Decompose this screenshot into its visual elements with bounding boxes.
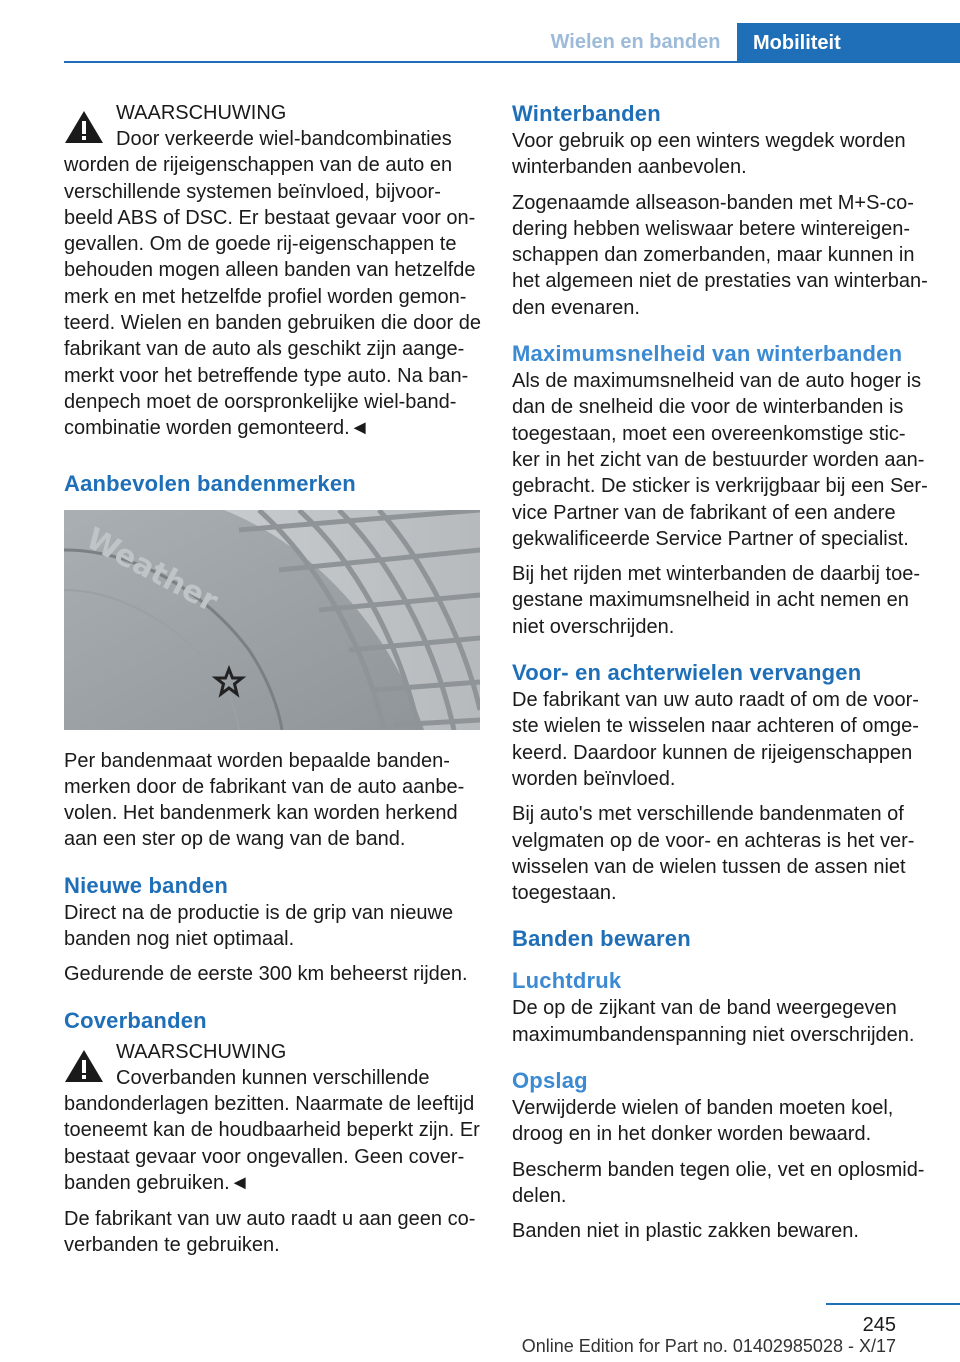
swap-text-2: Bij auto's met verschillende bandenmaten of velgmaten op de voor- en achteras is het ver-wisselen van de wielen tussen de assen niet toegestaan. — [512, 803, 915, 905]
winter-text-2: Zogenaamde allseason-banden met M+S-co-dering hebben weliswaar betere wintereigen-schappen dan zomerbanden, maar kunnen in het algemeen niet de prestaties van winterban-den evenaren. — [512, 191, 928, 319]
warning-triangle-icon — [64, 110, 104, 144]
heading-new-tires: Nieuwe banden — [64, 872, 228, 898]
heading-swap-wheels: Voor- en achterwielen vervangen — [512, 660, 862, 686]
page-number-rule — [826, 1303, 960, 1305]
heading-tire-pressure: Luchtdruk — [512, 968, 622, 994]
warning-title: WAARSCHUWING — [116, 1040, 287, 1063]
winter-text-1: Voor gebruik op een winters wegdek worden winterbanden aanbevolen. — [512, 130, 906, 179]
max-speed-text-2: Bij het rijden met winterbanden de daarbij toe-gestane maximumsnelheid in acht nemen en niet overschrijden. — [512, 563, 921, 638]
heading-store-tires: Banden bewaren — [512, 926, 691, 952]
right-column — [512, 100, 928, 1254]
swap-text-1: De fabrikant van uw auto raadt of om de voor-ste wielen te wisselen naar achteren of omge-keerd. Daardoor kunnen de rijeigenschappen worden beïnvloed. — [512, 689, 919, 790]
warning-triangle-icon — [64, 1049, 104, 1083]
warning-block-wheel-combos — [64, 100, 482, 442]
header-chapter-tab: Mobiliteit — [737, 23, 960, 63]
max-speed-text-1: Als de maximumsnelheid van de auto hoger is dan de snelheid die voor de winterbanden is toegestaan, moet een overeenkomstige stic-ker in het zicht van de bestuurder worden aan-gebracht. De sticker is verkrijgbaar bij een Ser-vice Partner van de fabrikant of een andere gekwalificeerde Service Partner of specialist. — [512, 370, 928, 550]
warning-block-cover-tires — [64, 1039, 482, 1196]
heading-winter-tires: Winterbanden — [512, 101, 661, 126]
tire-pressure-text: De op de zijkant van de band weergegeven maximumbandenspanning niet overschrijden. — [512, 997, 915, 1046]
tire-star-marking-image — [64, 510, 480, 730]
header-rule — [64, 61, 960, 63]
new-tires-text-2: Gedurende de eerste 300 km beheerst rijden. — [64, 963, 468, 986]
header-section-tab: Wielen en banden — [550, 31, 721, 53]
left-column — [64, 100, 482, 1268]
storage-text-1: Verwijderde wielen of banden moeten koel, droog en in het donker worden bewaard. — [512, 1097, 894, 1146]
warning-title: WAARSCHUWING — [116, 102, 287, 124]
sidewall-text: Weather — [80, 520, 224, 619]
warning-text: Door verkeerde wiel-bandcombinaties worden de rijeigenschappen van de auto en verschillende systemen beïnvloed, bijvoor-beeld ABS of DSC. Er bestaat gevaar voor on-gevallen. Om de goede rij-eigenschappen te behouden mogen alleen banden van hetzelfde merk en met hetzelfde profiel worden gemon-teerd. Wielen en banden gebruiken die door de fabrikant van de auto als geschikt zijn aange-merkt voor het betreffende type auto. Na ban-denpech moet de oorspronkelijke wiel-band-combinatie worden gemonteerd.◄ — [64, 128, 481, 440]
warning-text: Coverbanden kunnen verschillende bandonderlagen bezitten. Naarmate de leeftijd toeneemt kan de houdbaarheid beperkt zijn. Er bestaat gevaar voor ongevallen. Geen cover-banden gebruiken.◄ — [64, 1066, 480, 1194]
heading-recommended-brands: Aanbevolen bandenmerken — [64, 470, 356, 496]
new-tires-text-1: Direct na de productie is de grip van nieuwe banden nog niet optimaal. — [64, 901, 454, 951]
heading-storage: Opslag — [512, 1068, 588, 1094]
storage-text-2: Bescherm banden tegen olie, vet en oplosmid-delen. — [512, 1158, 925, 1207]
cover-tires-text: De fabrikant van uw auto raadt u aan geen co-verbanden te gebruiken. — [64, 1208, 476, 1257]
page-number: 245 — [862, 1314, 896, 1336]
heading-cover-tires: Coverbanden — [64, 1007, 207, 1033]
edition-footer: Online Edition for Part no. 01402985028 - X/17 — [521, 1336, 896, 1356]
storage-text-3: Banden niet in plastic zakken bewaren. — [512, 1220, 859, 1243]
heading-max-speed: Maximumsnelheid van winterbanden — [512, 341, 903, 367]
recommended-brands-text: Per bandenmaat worden bepaalde banden-merken door de fabrikant van de auto aanbe-volen. Het bandenmerk kan worden herkend aan een ster op de wang van de band. — [64, 749, 465, 851]
